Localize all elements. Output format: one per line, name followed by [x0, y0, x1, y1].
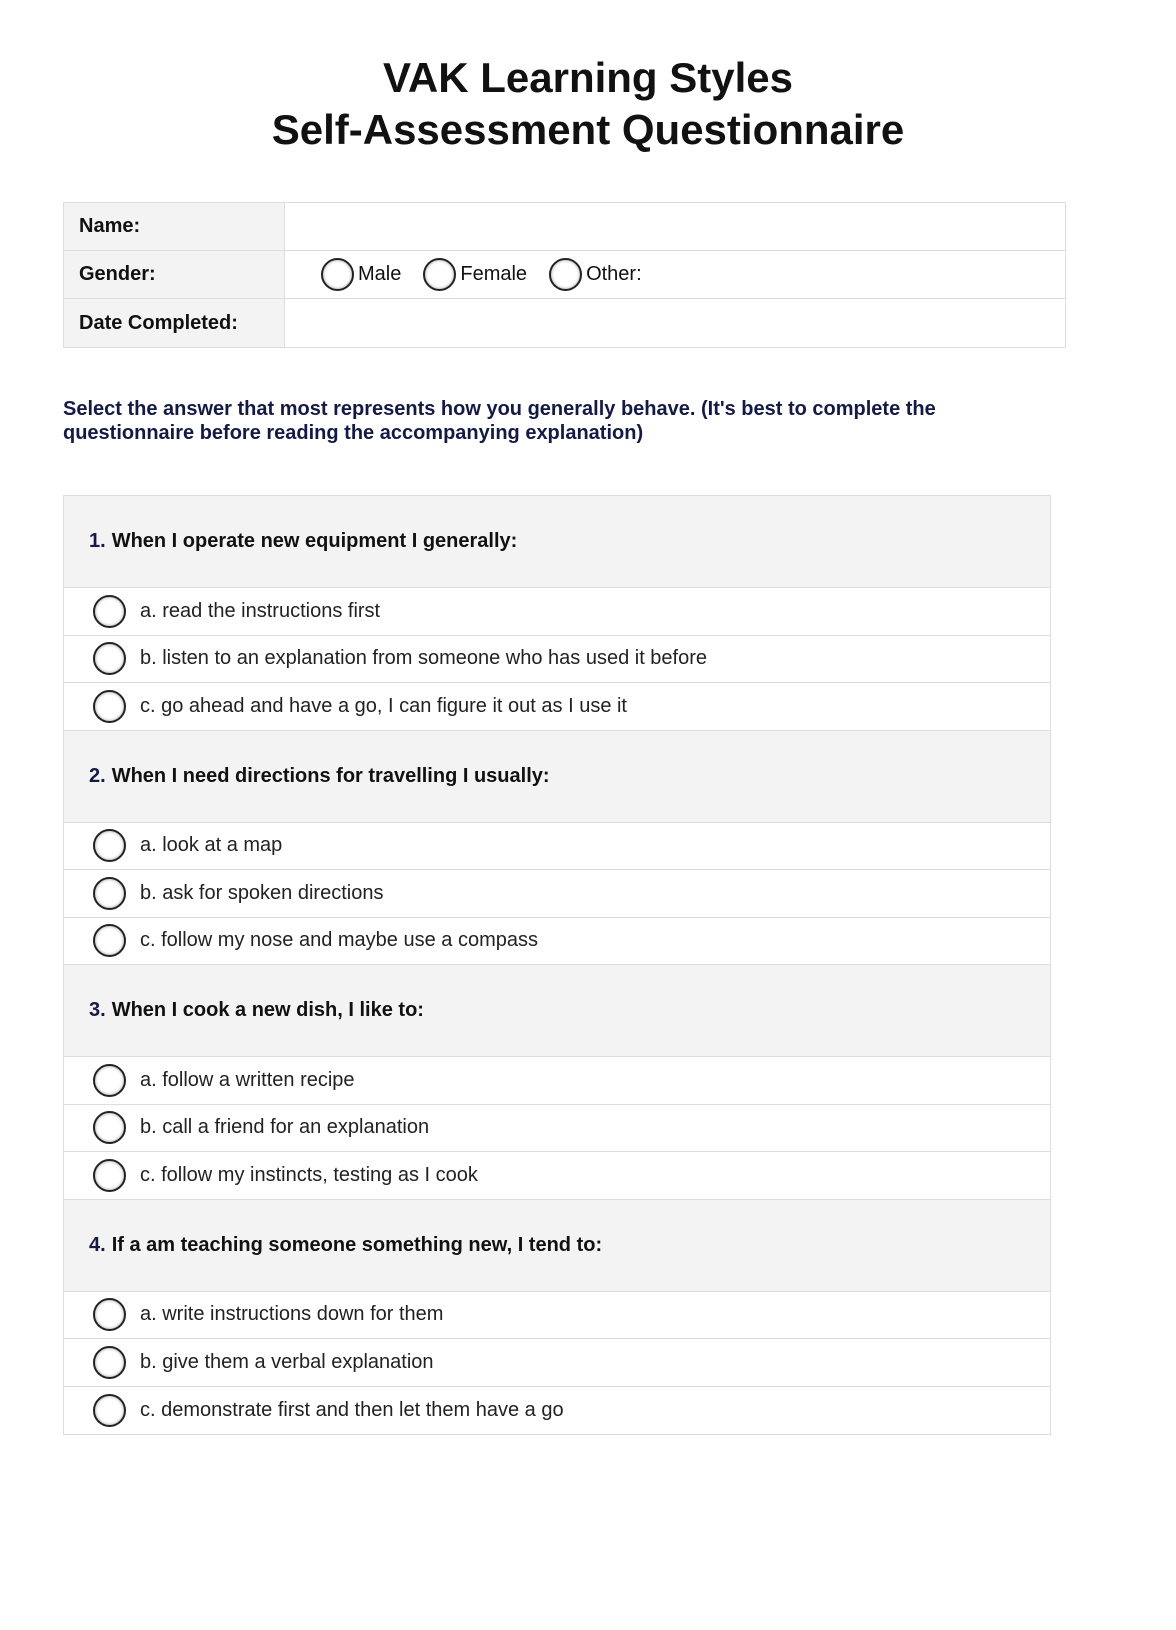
radio-button[interactable]: [93, 1346, 126, 1379]
gender-option-other[interactable]: [549, 258, 642, 291]
answer-option[interactable]: [64, 1057, 1050, 1105]
radio-button[interactable]: [93, 690, 126, 723]
name-label: Name:: [64, 203, 285, 250]
answer-label: b. listen to an explanation from someone who has used it before: [140, 647, 708, 670]
name-row: [64, 203, 1065, 251]
question-text: When I operate new equipment I generally:: [111, 530, 518, 552]
answer-label: b. call a friend for an explanation: [140, 1116, 430, 1139]
question-text: When I cook a new dish, I like to:: [111, 999, 424, 1021]
answer-option[interactable]: [64, 636, 1050, 684]
question-header: [64, 496, 1050, 588]
date-field[interactable]: [285, 299, 1065, 347]
gender-option-label: Other:: [586, 263, 642, 285]
name-field[interactable]: [285, 203, 1065, 250]
title-line-1: VAK Learning Styles: [383, 54, 793, 101]
question-block: [64, 1200, 1050, 1435]
question-header: [64, 1200, 1050, 1292]
radio-button[interactable]: [549, 258, 582, 291]
question-number: 2.: [89, 764, 106, 787]
radio-button[interactable]: [93, 1394, 126, 1427]
info-table: [63, 202, 1066, 348]
answer-option[interactable]: [64, 588, 1050, 636]
answer-option[interactable]: [64, 1152, 1050, 1200]
answer-option[interactable]: [64, 1105, 1050, 1153]
radio-button[interactable]: [93, 642, 126, 675]
gender-options: [285, 251, 1065, 298]
answer-label: a. write instructions down for them: [140, 1303, 444, 1326]
questions-table: [63, 495, 1051, 1435]
gender-row: [64, 251, 1065, 299]
answer-label: c. follow my instincts, testing as I cook: [140, 1163, 478, 1186]
radio-button[interactable]: [93, 1159, 126, 1192]
question-text: If a am teaching someone something new, I tend to:: [111, 1233, 603, 1256]
question-block: [64, 496, 1050, 731]
answer-option[interactable]: [64, 1339, 1050, 1387]
answer-option[interactable]: [64, 1387, 1050, 1435]
answer-option[interactable]: [64, 683, 1050, 731]
radio-button[interactable]: [93, 595, 126, 628]
gender-option-label: Male: [358, 263, 402, 285]
gender-option-male[interactable]: [321, 258, 401, 291]
radio-button[interactable]: [93, 924, 126, 957]
question-block: [64, 965, 1050, 1200]
answer-label: b. ask for spoken directions: [140, 881, 384, 904]
answer-label: c. follow my nose and maybe use a compass: [140, 929, 538, 952]
gender-label: Gender:: [64, 251, 285, 298]
question-block: [64, 731, 1050, 966]
page-title: [0, 52, 1176, 156]
radio-button[interactable]: [93, 1064, 126, 1097]
question-number: 4.: [89, 1233, 106, 1256]
answer-option[interactable]: [64, 870, 1050, 918]
date-label: Date Completed:: [64, 299, 285, 347]
gender-option-female[interactable]: [423, 258, 527, 291]
question-number: 1.: [89, 530, 106, 552]
radio-button[interactable]: [423, 258, 456, 291]
answer-option[interactable]: [64, 1292, 1050, 1340]
answer-label: c. demonstrate first and then let them have a go: [140, 1398, 564, 1421]
answer-label: b. give them a verbal explanation: [140, 1350, 434, 1373]
gender-option-label: Female: [460, 263, 528, 285]
radio-button[interactable]: [321, 258, 354, 291]
title-line-2: Self-Assessment Questionnaire: [271, 106, 905, 153]
radio-button[interactable]: [93, 1111, 126, 1144]
answer-option[interactable]: [64, 823, 1050, 871]
answer-label: a. read the instructions first: [140, 599, 381, 622]
date-row: [64, 299, 1065, 347]
answer-label: a. follow a written recipe: [140, 1068, 355, 1091]
answer-option[interactable]: [64, 918, 1050, 966]
radio-button[interactable]: [93, 829, 126, 862]
answer-label: a. look at a map: [140, 834, 283, 857]
answer-label: c. go ahead and have a go, I can figure it out as I use it: [140, 694, 627, 717]
question-text: When I need directions for travelling I usually:: [111, 764, 550, 787]
radio-button[interactable]: [93, 1298, 126, 1331]
question-header: [64, 731, 1050, 823]
radio-button[interactable]: [93, 877, 126, 910]
instructions: Select the answer that most represents how you generally behave. (It's best to complete the questionnaire before reading the accompanying explanation): [63, 398, 936, 444]
question-header: [64, 965, 1050, 1057]
question-number: 3.: [89, 999, 106, 1021]
